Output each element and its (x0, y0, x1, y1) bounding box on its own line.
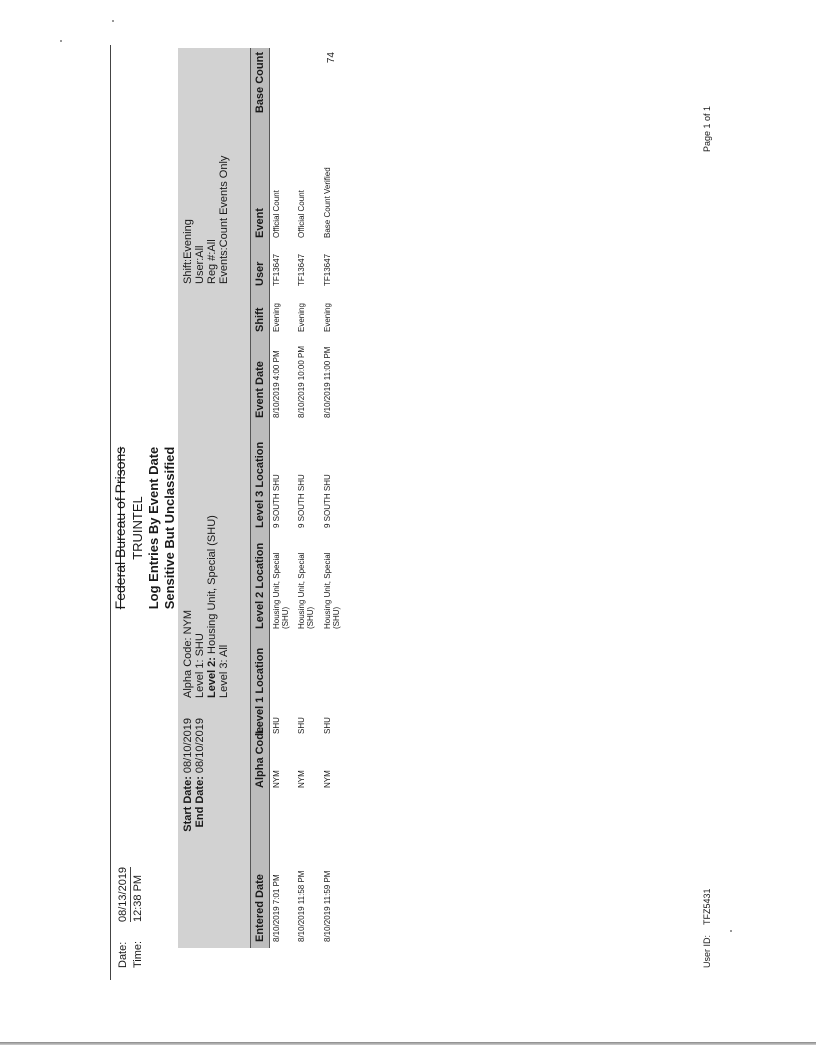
cell-user: TF13647 (272, 253, 281, 286)
time-label: Time: (132, 940, 144, 968)
cell-level1-location: SHU (323, 717, 332, 734)
events-param: Events:Count Events Only (218, 155, 230, 284)
cell-user: TF13647 (323, 253, 332, 286)
user-param: User:All (194, 245, 206, 284)
report-page (12, 28, 732, 1028)
level1-param: Level 1: SHU (194, 633, 206, 698)
col-shift: Shift (254, 307, 266, 332)
cell-shift: Evening (297, 303, 306, 332)
col-level1-location: Level 1 Location (254, 647, 266, 734)
cell-event: Official Count (272, 190, 281, 238)
cell-shift: Evening (323, 303, 332, 332)
user-id-value: TFZ5431 (702, 888, 712, 925)
col-user: User (254, 261, 266, 286)
date-label: Date: (117, 941, 129, 968)
parameters-panel (178, 48, 250, 948)
cell-alpha-code: NYM (297, 770, 306, 788)
cell-base-count: 74 (326, 52, 337, 64)
col-event: Event (254, 208, 266, 238)
shift-param: Shift:Evening (182, 219, 194, 284)
report-date: 08/13/2019 (117, 866, 129, 922)
start-date-value: 08/10/2019 (182, 718, 194, 774)
cell-user: TF13647 (297, 253, 306, 286)
agency-name: Federal Bureau of Prisons (112, 446, 128, 610)
col-base-count: Base Count (254, 52, 266, 114)
cell-alpha-code: NYM (272, 770, 281, 788)
cell-alpha-code: NYM (323, 770, 332, 788)
cell-entered-date: 8/10/2019 11:59 PM (323, 870, 332, 942)
reg-param: Reg #:All (206, 239, 218, 284)
date-range-params (182, 718, 206, 948)
cell-level2-location: Housing Unit, Special (SHU) (272, 552, 290, 629)
filter-params (182, 156, 230, 284)
alpha-code-param: Alpha Code: NYM (182, 609, 194, 698)
footer-user-id (702, 888, 712, 968)
cell-level1-location: SHU (272, 717, 281, 734)
cell-level2-location: Housing Unit, Special (SHU) (323, 552, 341, 629)
cell-event-date: 8/10/2019 11:00 PM (323, 346, 332, 418)
col-alpha-code: Alpha Code (254, 726, 266, 788)
table-header (250, 48, 270, 948)
cell-event: Base Count Verified (323, 167, 332, 238)
user-id-label: User ID: (702, 934, 712, 968)
scan-speck (112, 20, 114, 22)
end-date-label: End Date: (194, 776, 206, 828)
table-row (321, 48, 351, 948)
cell-entered-date: 8/10/2019 7:01 PM (272, 874, 281, 942)
col-level3-location: Level 3 Location (254, 441, 266, 528)
cell-level3-location: 9 SOUTH SHU (323, 474, 332, 528)
classification-label: Sensitive But Unclassified (162, 446, 177, 610)
cell-level3-location: 9 SOUTH SHU (297, 474, 306, 528)
cell-level3-location: 9 SOUTH SHU (272, 474, 281, 528)
level2-value: Housing Unit, Special (SHU) (206, 515, 218, 654)
cell-entered-date: 8/10/2019 11:58 PM (297, 870, 306, 942)
cell-event: Official Count (297, 190, 306, 238)
col-level2-location: Level 2 Location (254, 542, 266, 629)
col-event-date: Event Date (254, 361, 266, 418)
location-params (182, 515, 230, 698)
report-time: 12:38 PM (132, 874, 144, 922)
start-date-label: Start Date: (182, 776, 194, 832)
end-date-value: 08/10/2019 (194, 718, 206, 774)
report-meta (116, 867, 145, 968)
title-block (111, 278, 178, 778)
cell-event-date: 8/10/2019 10:00 PM (297, 345, 306, 418)
cell-level1-location: SHU (297, 717, 306, 734)
report-title: Log Entries By Event Date (146, 446, 161, 610)
level3-param: Level 3: All (218, 644, 230, 698)
col-entered-date: Entered Date (254, 874, 266, 942)
level2-label: Level 2: (206, 657, 218, 698)
cell-level2-location: Housing Unit, Special (SHU) (297, 552, 315, 629)
scan-edge (0, 1042, 816, 1045)
cell-shift: Evening (272, 303, 281, 332)
system-name: TRUINTEL (130, 496, 145, 560)
page-number: Page 1 of 1 (702, 105, 712, 152)
cell-event-date: 8/10/2019 4:00 PM (272, 350, 281, 418)
